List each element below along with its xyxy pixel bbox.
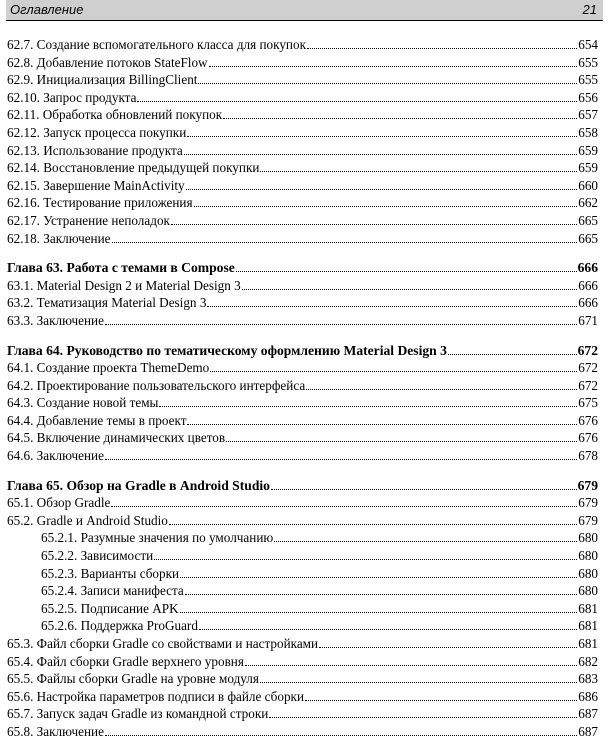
toc-entry[interactable]	[7, 194, 598, 212]
dot-leader	[210, 371, 577, 372]
toc-entry[interactable]	[7, 529, 598, 547]
dot-leader	[199, 629, 577, 630]
toc-entry-title: 62.12. Запуск процесса покупки	[7, 124, 187, 140]
toc-entry[interactable]	[7, 547, 598, 565]
dot-leader	[274, 541, 577, 542]
toc-entry[interactable]	[7, 670, 598, 688]
toc-entry-title: 62.16. Тестирование приложения	[7, 195, 193, 211]
toc-entry-title: 65.2.3. Варианты сборки	[41, 565, 180, 581]
section-gap	[7, 330, 598, 342]
toc-entry-title: 64.6. Заключение	[7, 448, 104, 464]
toc-entry-title: 64.2. Проектирование пользовательского интерфейса	[7, 377, 306, 393]
toc-entry-page: 659	[578, 160, 598, 176]
dot-leader	[194, 206, 578, 207]
toc-entry-title: 62.9. Инициализация BillingClient	[7, 72, 198, 88]
dot-leader	[448, 354, 577, 355]
toc-entry-title: 65.2.5. Подписание APK	[41, 600, 179, 616]
toc-entry-page: 665	[578, 212, 598, 228]
toc-entry-page: 680	[578, 583, 598, 599]
toc-entry[interactable]	[7, 36, 598, 54]
toc-entry-page: 679	[577, 477, 598, 493]
toc-entry-page: 672	[578, 360, 598, 376]
toc-chapter-entry[interactable]	[7, 477, 598, 495]
toc-entry-title: 64.3. Создание новой темы	[7, 395, 159, 411]
section-gap	[7, 247, 598, 259]
toc-entry-title: 62.13. Использование продукта	[7, 142, 183, 158]
toc-entry-title: 63.2. Тематизация Material Design 3	[7, 295, 207, 311]
dot-leader	[159, 406, 577, 407]
toc-entry-title: 62.17. Устранение неполадок	[7, 212, 170, 228]
toc-entry[interactable]	[7, 617, 598, 635]
toc-chapter-entry[interactable]	[7, 259, 598, 277]
dot-leader	[305, 700, 577, 701]
toc-entry-page: 687	[578, 723, 598, 739]
toc-entry-page: 657	[578, 107, 598, 123]
toc-entry-page: 656	[578, 89, 598, 105]
dot-leader	[306, 389, 577, 390]
toc-entry[interactable]	[7, 212, 598, 230]
toc-entry-page: 655	[578, 54, 598, 70]
dot-leader	[226, 441, 577, 442]
toc-entry-title: 65.2.1. Разумные значения по умолчанию	[41, 530, 274, 546]
toc-entry-title: 62.15. Завершение MainActivity	[7, 177, 185, 193]
dot-leader	[209, 66, 578, 67]
dot-leader	[169, 524, 577, 525]
dot-leader	[154, 559, 577, 560]
toc-entry[interactable]	[7, 723, 598, 741]
dot-leader	[137, 101, 577, 102]
dot-leader	[260, 682, 577, 683]
toc-entry[interactable]	[7, 359, 598, 377]
toc-entry[interactable]	[7, 177, 598, 195]
toc-entry[interactable]	[7, 705, 598, 723]
toc-entry-title: 65.2. Gradle и Android Studio	[7, 512, 168, 528]
dot-leader	[105, 324, 577, 325]
toc-entry-page: 658	[578, 124, 598, 140]
toc-entry[interactable]	[7, 312, 598, 330]
toc-entry[interactable]	[7, 230, 598, 248]
toc-entry[interactable]	[7, 89, 598, 107]
toc-entry-title: 65.4. Файл сборки Gradle верхнего уровня	[7, 653, 244, 669]
dot-leader	[171, 224, 577, 225]
toc-entry-title: 65.7. Запуск задач Gradle из командной строки	[7, 706, 269, 722]
toc-entry-title: 65.8. Заключение	[7, 723, 104, 739]
toc-entry-page: 681	[578, 636, 598, 651]
toc-entry[interactable]	[7, 512, 598, 530]
dot-leader	[319, 647, 577, 648]
dot-leader	[245, 665, 577, 666]
toc-entry-page: 665	[578, 230, 598, 246]
header-title: Оглавление	[10, 2, 84, 17]
toc-entry-title: 62.10. Запрос продукта	[7, 89, 137, 105]
dot-leader	[186, 189, 578, 190]
toc-entry-title: 62.11. Обработка обновлений покупок	[7, 107, 223, 123]
toc-entry[interactable]	[7, 377, 598, 395]
dot-leader	[184, 154, 577, 155]
toc-entry[interactable]	[7, 447, 598, 465]
toc-entry-page: 680	[578, 548, 598, 564]
toc-entry[interactable]	[7, 71, 598, 89]
page-header	[6, 0, 603, 21]
dot-leader	[236, 271, 577, 272]
toc-entry-page: 676	[578, 412, 598, 428]
toc-entry-page: 681	[578, 600, 598, 616]
toc-entry-title: 65.6. Настройка параметров подписи в файле сборки	[7, 688, 305, 704]
toc-entry[interactable]	[7, 106, 598, 124]
dot-leader	[223, 118, 577, 119]
dot-leader	[105, 735, 577, 736]
toc-entry-page: 682	[578, 653, 598, 669]
toc-entry[interactable]	[7, 142, 598, 160]
toc-entry[interactable]	[7, 635, 598, 653]
section-gap	[7, 465, 598, 477]
toc-entry-page: 672	[578, 377, 598, 393]
toc-entry-page: 671	[578, 312, 598, 328]
dot-leader	[269, 717, 577, 718]
toc-entry-title: 65.1. Обзор Gradle	[7, 495, 111, 511]
toc-entry-page: 659	[578, 142, 598, 158]
toc-entry-title: 64.4. Добавление темы в проект	[7, 412, 187, 428]
toc-entry-page: 687	[578, 706, 598, 722]
toc-entry-page: 666	[577, 260, 598, 276]
toc-entry-title: 65.5. Файлы сборки Gradle на уровне модуля	[7, 671, 259, 687]
toc-entry-title: 65.2.4. Записи манифеста	[41, 583, 184, 599]
toc-entry-title: 62.18. Заключение	[7, 230, 111, 246]
toc-entry[interactable]	[7, 159, 598, 177]
toc-entry-page: 679	[578, 495, 598, 511]
dot-leader	[187, 424, 577, 425]
toc-chapter-entry[interactable]	[7, 342, 598, 360]
toc-entry-page: 680	[578, 565, 598, 581]
toc-entry[interactable]	[7, 565, 598, 583]
toc-entry-title: Глава 65. Обзор на Gradle в Android Studio	[7, 477, 270, 493]
dot-leader	[307, 48, 577, 49]
toc-entry-page: 666	[578, 295, 598, 311]
toc-entry-page: 680	[578, 530, 598, 546]
toc-entry-page: 679	[578, 512, 598, 528]
dot-leader	[271, 489, 577, 490]
toc-entry[interactable]	[7, 394, 598, 412]
toc-entry-title: 62.7. Создание вспомогательного класса для покупок	[7, 37, 306, 52]
header-page-number: 21	[582, 2, 597, 17]
toc-entry-title: 62.14. Восстановление предыдущей покупки	[7, 160, 260, 176]
toc-entry[interactable]	[7, 124, 598, 142]
toc-entry-page: 660	[578, 177, 598, 193]
toc-entry-page: 666	[578, 277, 598, 293]
toc-entry-title: 64.5. Включение динамических цветов	[7, 430, 226, 446]
dot-leader	[260, 171, 577, 172]
toc-entry-title: Глава 63. Работа с темами в Compose	[7, 260, 235, 276]
toc-entry-page: 683	[578, 671, 598, 687]
toc-entry[interactable]	[7, 494, 598, 512]
toc-entry-page: 676	[578, 430, 598, 446]
toc-entry-page: 662	[578, 195, 598, 211]
dot-leader	[198, 83, 577, 84]
toc-entry[interactable]	[7, 294, 598, 312]
toc-entry-title: 63.1. Material Design 2 и Material Design 3	[7, 277, 241, 293]
toc-entry-page: 675	[578, 395, 598, 411]
dot-leader	[180, 577, 577, 578]
toc-entry-page: 678	[578, 448, 598, 464]
toc-entry[interactable]	[7, 582, 598, 600]
dot-leader	[207, 306, 577, 307]
toc-entry[interactable]	[7, 600, 598, 618]
toc-entry-title: 64.1. Создание проекта ThemeDemo	[7, 360, 210, 376]
dot-leader	[185, 594, 577, 595]
toc-entry[interactable]	[7, 429, 598, 447]
dot-leader	[105, 459, 577, 460]
toc-entry-title: 62.8. Добавление потоков StateFlow	[7, 54, 208, 70]
toc-entry-title: 65.2.6. Поддержка ProGuard	[41, 618, 198, 634]
toc-entry[interactable]	[7, 54, 598, 72]
dot-leader	[180, 612, 578, 613]
dot-leader	[187, 136, 577, 137]
toc-entry-title: Глава 64. Руководство по тематическому оформлению Material Design 3	[7, 342, 447, 358]
toc-entry-page: 686	[578, 688, 598, 704]
toc-entry-title: 63.3. Заключение	[7, 312, 104, 328]
toc-entry[interactable]	[7, 277, 598, 295]
toc-entry-page: 681	[578, 618, 598, 634]
toc-entry-title: 65.3. Файл сборки Gradle со свойствами и настройками	[7, 636, 319, 651]
toc-entry[interactable]	[7, 653, 598, 671]
toc-entry-page: 672	[577, 342, 598, 358]
toc-entry-page: 654	[578, 37, 598, 52]
table-of-contents	[7, 36, 598, 741]
toc-entry-title: 65.2.2. Зависимости	[41, 548, 154, 564]
toc-entry[interactable]	[7, 688, 598, 706]
dot-leader	[112, 242, 578, 243]
toc-entry-page: 655	[578, 72, 598, 88]
dot-leader	[242, 289, 577, 290]
dot-leader	[111, 506, 577, 507]
toc-entry[interactable]	[7, 412, 598, 430]
